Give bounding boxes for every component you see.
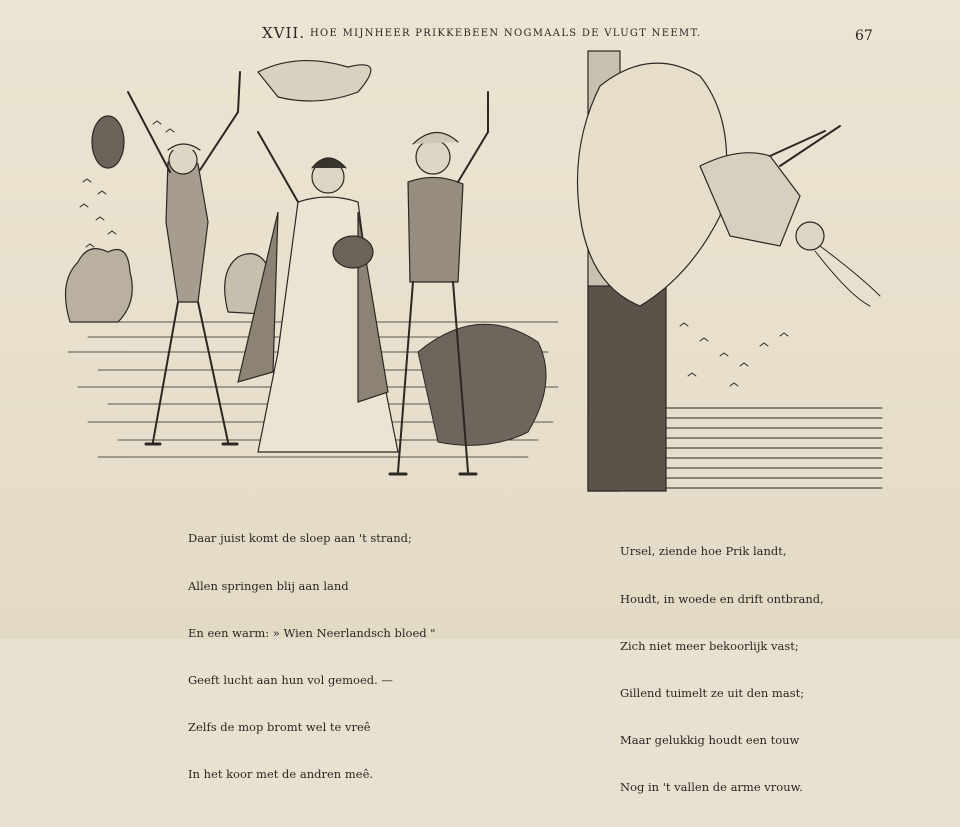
small-dog — [333, 236, 373, 268]
verse-line: Houdt, in woede en drift ontbrand, — [620, 591, 824, 606]
verse-line: Daar juist komt de sloep aan 't strand; — [188, 531, 412, 546]
birds-flock-right — [680, 323, 788, 386]
verse-line: Geeft lucht aan hun vol gemoed. — — [188, 672, 393, 687]
chapter-title: HOE MIJNHEER PRIKKEBEEN NOGMAALS DE VLUGT NEEMT. — [310, 28, 702, 39]
verse-line: Nog in 't vallen de arme vrouw. — [620, 779, 803, 794]
verse-left — [188, 500, 436, 814]
verse-right — [620, 513, 824, 827]
tree-left — [66, 249, 133, 322]
verse-line: Gillend tuimelt ze uit den mast; — [620, 685, 805, 700]
verse-line: En een warm: » Wien Neerlandsch bloed " — [188, 625, 436, 640]
verse-line: Zelfs de mop bromt wel te vreê — [188, 719, 371, 734]
illustration-mast-fall — [570, 46, 900, 496]
cloud — [258, 61, 371, 101]
billowing-skirt — [578, 63, 727, 306]
verse-line: Ursel, ziende hoe Prik landt, — [620, 544, 787, 559]
verse-line: In het koor met de andren meê. — [188, 766, 374, 781]
page-number: 67 — [855, 28, 873, 44]
dark-shrub — [418, 324, 546, 445]
violin-icon — [92, 116, 124, 168]
verse-line: Allen springen blij aan land — [188, 578, 349, 593]
verse-line: Maar gelukkig houdt een touw — [620, 732, 800, 747]
illustration-celebration — [58, 52, 568, 492]
verse-line: Zich niet meer bekoorlijk vast; — [620, 638, 799, 653]
sea-hatching — [666, 408, 882, 488]
chapter-number: XVII. — [262, 24, 306, 42]
mast-fall-drawing — [570, 46, 900, 496]
celebration-drawing — [58, 52, 568, 492]
